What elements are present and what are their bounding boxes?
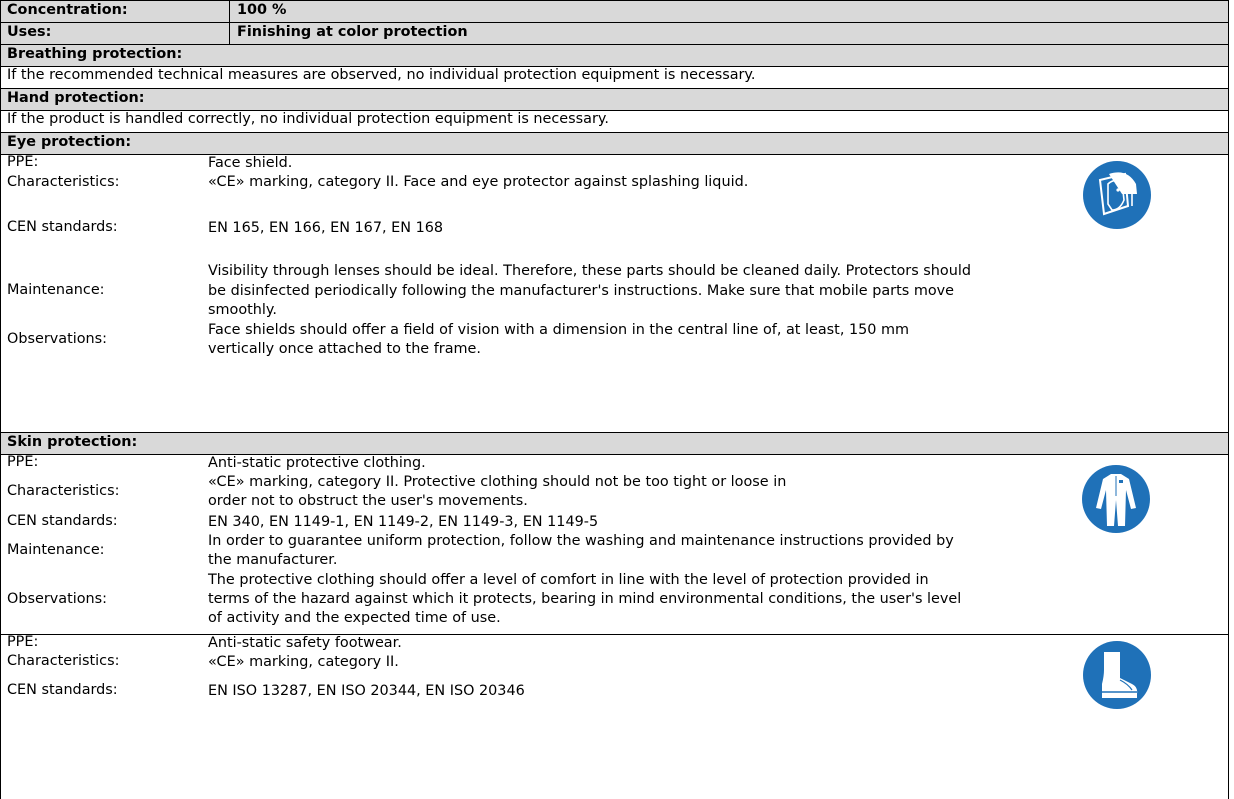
skin-obs-line2: terms of the hazard against which it protects, bearing in mind environmental conditions, the user's level bbox=[208, 591, 962, 607]
skin-title: Skin protection: bbox=[7, 434, 138, 450]
protective-clothing-icon bbox=[1081, 464, 1151, 534]
footwear-char-value: «CE» marking, category II. bbox=[208, 654, 399, 670]
skin-obs-line1: The protective clothing should offer a level of comfort in line with the level of protection provided in bbox=[208, 572, 929, 588]
face-shield-icon bbox=[1082, 160, 1152, 230]
eye-block bbox=[0, 154, 1229, 433]
hand-title: Hand protection: bbox=[7, 90, 145, 106]
eye-maint-line2: be disinfected periodically following the manufacturer's instructions. Make sure that mobile parts move bbox=[208, 283, 955, 299]
hand-row bbox=[0, 110, 1229, 133]
eye-cen-label: CEN standards: bbox=[7, 219, 118, 235]
skin-char-line1: «CE» marking, category II. Protective clothing should not be too tight or loose in bbox=[208, 474, 787, 490]
eye-cen-value: EN 165, EN 166, EN 167, EN 168 bbox=[208, 220, 444, 236]
safety-boot-icon bbox=[1082, 640, 1152, 710]
eye-obs-line2: vertically once attached to the frame. bbox=[208, 341, 481, 357]
skin-cen-value: EN 340, EN 1149-1, EN 1149-2, EN 1149-3, EN 1149-5 bbox=[208, 514, 599, 530]
eye-maint-line3: smoothly. bbox=[208, 302, 277, 318]
skin-obs-line3: of activity and the expected time of use. bbox=[208, 610, 501, 626]
skin-header bbox=[0, 432, 1229, 455]
eye-maint-label: Maintenance: bbox=[7, 282, 105, 298]
eye-title: Eye protection: bbox=[7, 134, 132, 150]
skin-maint-label: Maintenance: bbox=[7, 542, 105, 558]
footwear-ppe-label: PPE: bbox=[7, 634, 39, 650]
uses-label: Uses: bbox=[7, 24, 52, 40]
footwear-char-label: Characteristics: bbox=[7, 653, 120, 669]
hand-text: If the product is handled correctly, no individual protection equipment is necessary. bbox=[7, 111, 609, 127]
breathing-row bbox=[0, 66, 1229, 89]
skin-block bbox=[0, 454, 1229, 635]
breathing-text: If the recommended technical measures are observed, no individual protection equipment is necessary. bbox=[7, 67, 756, 83]
eye-ppe-label: PPE: bbox=[7, 154, 39, 170]
footwear-block bbox=[0, 634, 1229, 799]
uses-value: Finishing at color protection bbox=[237, 24, 468, 40]
skin-maint-line1: In order to guarantee uniform protection, follow the washing and maintenance instructions provided by bbox=[208, 533, 954, 549]
concentration-value: 100 % bbox=[237, 2, 287, 18]
eye-char-value: «CE» marking, category II. Face and eye protector against splashing liquid. bbox=[208, 174, 749, 190]
eye-obs-label: Observations: bbox=[7, 331, 107, 347]
concentration-row bbox=[0, 0, 1229, 23]
skin-ppe-value: Anti-static protective clothing. bbox=[208, 455, 426, 471]
eye-header bbox=[0, 132, 1229, 155]
footwear-cen-value: EN ISO 13287, EN ISO 20344, EN ISO 20346 bbox=[208, 683, 525, 699]
uses-row bbox=[0, 22, 1229, 45]
footwear-cen-label: CEN standards: bbox=[7, 682, 118, 698]
eye-obs-line1: Face shields should offer a field of vision with a dimension in the central line of, at least, 150 mm bbox=[208, 322, 910, 338]
skin-maint-line2: the manufacturer. bbox=[208, 552, 338, 568]
skin-obs-label: Observations: bbox=[7, 591, 107, 607]
skin-char-line2: order not to obstruct the user's movements. bbox=[208, 493, 528, 509]
concentration-label: Concentration: bbox=[7, 2, 128, 18]
eye-maint-line1: Visibility through lenses should be ideal. Therefore, these parts should be cleaned daily. Protectors should bbox=[208, 263, 971, 279]
column-divider bbox=[229, 23, 230, 44]
hand-header bbox=[0, 88, 1229, 111]
footwear-ppe-value: Anti-static safety footwear. bbox=[208, 635, 402, 651]
breathing-header bbox=[0, 44, 1229, 67]
breathing-title: Breathing protection: bbox=[7, 46, 183, 62]
skin-ppe-label: PPE: bbox=[7, 454, 39, 470]
skin-char-label: Characteristics: bbox=[7, 483, 120, 499]
skin-cen-label: CEN standards: bbox=[7, 513, 118, 529]
eye-ppe-value: Face shield. bbox=[208, 155, 293, 171]
eye-char-label: Characteristics: bbox=[7, 174, 120, 190]
column-divider bbox=[229, 1, 230, 22]
